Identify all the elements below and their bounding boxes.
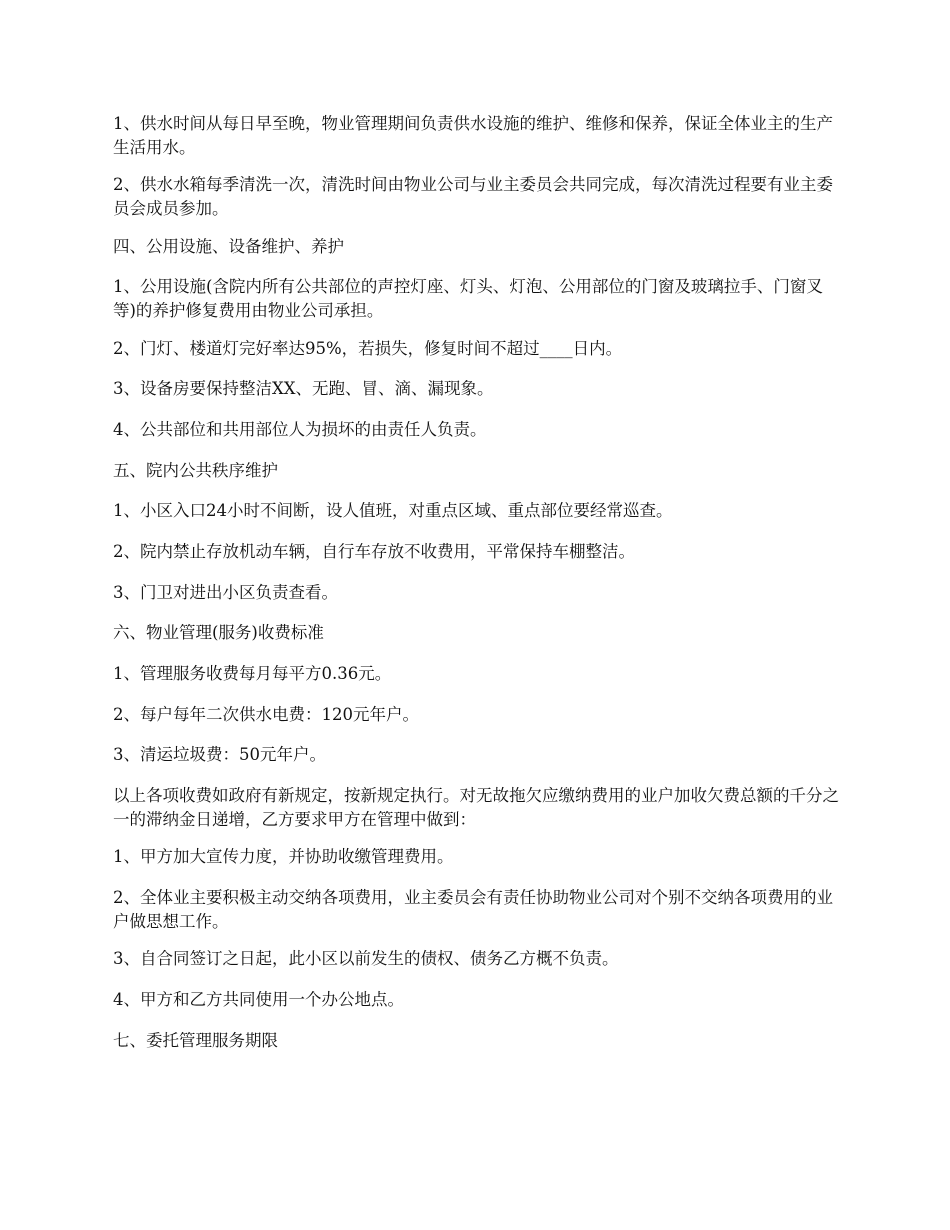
paragraph-water-supply-hours: 1、供水时间从每日早至晚，物业管理期间负责供水设施的维护、维修和保养，保证全体业主的生产生活用水。 bbox=[113, 114, 833, 157]
paragraph-water-electric-fee: 2、每户每年二次供水电费：120元年户。 bbox=[113, 704, 419, 724]
paragraph-water-tank-cleaning: 2、供水水箱每季清洗一次，清洗时间由物业公司与业主委员会共同完成，每次清洗过程要有业主委员会成员参加。 bbox=[113, 175, 833, 218]
paragraph-prior-debts: 3、自合同签订之日起，此小区以前发生的债权、债务乙方概不负责。 bbox=[113, 949, 619, 969]
paragraph-garbage-fee: 3、清运垃圾费：50元年户。 bbox=[113, 745, 326, 765]
paragraph-entrance-duty: 1、小区入口24小时不间断，设人值班，对重点区域、重点部位要经常巡查。 bbox=[113, 501, 673, 521]
paragraph-equipment-room: 3、设备房要保持整洁XX、无跑、冒、滴、漏现象。 bbox=[113, 379, 494, 399]
paragraph-management-fee: 1、管理服务收费每月每平方0.36元。 bbox=[113, 664, 392, 684]
paragraph-guard-check: 3、门卫对进出小区负责查看。 bbox=[113, 582, 338, 602]
paragraph-owners-payment: 2、全体业主要积极主动交纳各项费用，业主委员会有责任协助物业公司对个别不交纳各项费用的业户做思想工作。 bbox=[113, 888, 833, 931]
paragraph-damage-responsibility: 4、公共部位和共用部位人为损坏的由责任人负责。 bbox=[113, 419, 487, 439]
paragraph-lighting-rate: 2、门灯、楼道灯完好率达95%，若损失，修复时间不超过____日内。 bbox=[113, 338, 623, 358]
document-body bbox=[113, 112, 843, 1069]
section-heading-public-order: 五、院内公共秩序维护 bbox=[113, 460, 278, 480]
section-heading-fee-standard: 六、物业管理(服务)收费标准 bbox=[113, 623, 324, 643]
section-heading-service-term: 七、委托管理服务期限 bbox=[113, 1030, 278, 1050]
paragraph-fee-policy: 以上各项收费如政府有新规定，按新规定执行。对无故拖欠应缴纳费用的业户加收欠费总额的千分之一的滞纳金日递增，乙方要求甲方在管理中做到： bbox=[113, 786, 839, 829]
paragraph-vehicle-parking: 2、院内禁止存放机动车辆，自行车存放不收费用，平常保持车棚整洁。 bbox=[113, 542, 635, 562]
section-heading-facility-maintenance: 四、公用设施、设备维护、养护 bbox=[113, 236, 344, 256]
paragraph-party-a-publicity: 1、甲方加大宣传力度，并协助收缴管理费用。 bbox=[113, 847, 454, 867]
paragraph-public-facilities: 1、公用设施(含院内所有公共部位的声控灯座、灯头、灯泡、公用部位的门窗及玻璃拉手、门窗叉等)的养护修复费用由物业公司承担。 bbox=[113, 277, 823, 320]
paragraph-shared-office: 4、甲方和乙方共同使用一个办公地点。 bbox=[113, 990, 404, 1010]
